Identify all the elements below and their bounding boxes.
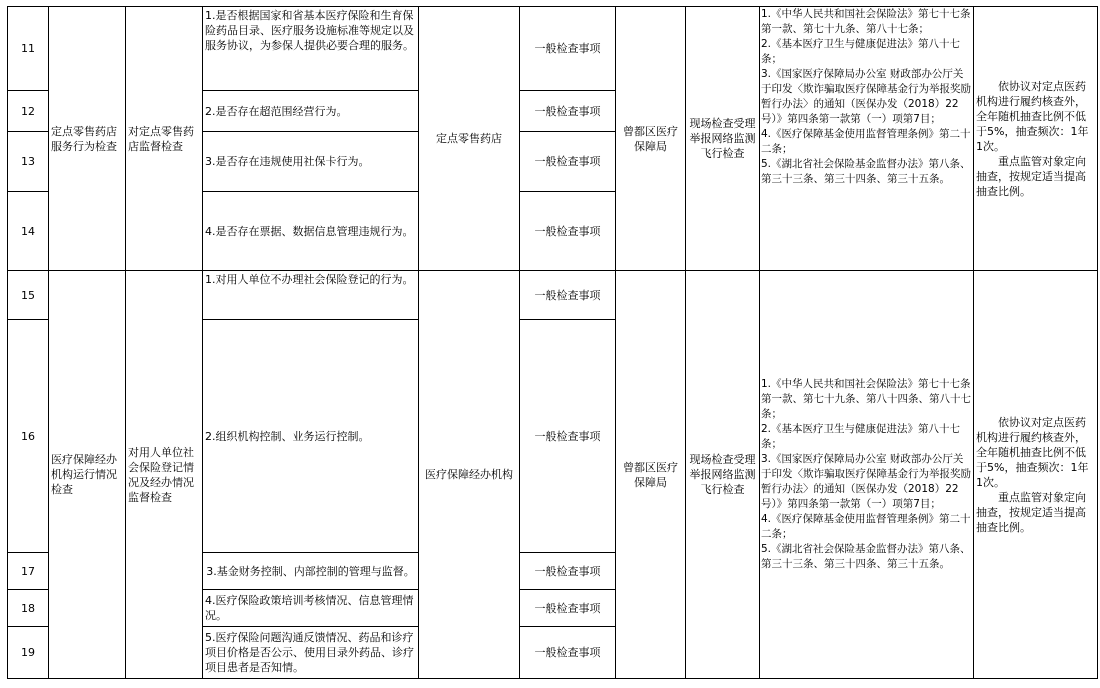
law-clause: 5.《湖北省社会保险基金监督办法》第八条、第三十三条、第三十四条、第三十五条。 [761,158,971,185]
note-line: 依协议对定点医药机构进行履约核查外，全年随机抽查比例不低于5%，抽查频次：1年1次。 [976,79,1089,153]
check-item: 5.医疗保险问题沟通反馈情况、药品和诊疗项目价格是否公示、使用目录外药品、诊疗项目患者是否知情。 [203,627,419,679]
law-clause: 4.《医疗保障基金使用监督管理条例》第二十二条； [761,513,971,540]
check-item: 4.医疗保险政策培训考核情况、信息管理情况。 [203,590,419,627]
law-clause: 4.《医疗保障基金使用监督管理条例》第二十二条； [761,128,971,155]
check-item: 2.组织机构控制、业务运行控制。 [203,320,419,553]
responsible-dept: 曾都区医疗保障局 [616,7,686,271]
law-clause: 2.《基本医疗卫生与健康促进法》第八十七条； [761,38,961,65]
responsible-dept: 曾都区医疗保障局 [616,271,686,679]
item-type: 一般检查事项 [520,91,616,132]
law-clause: 3.《国家医疗保障局办公室 财政部办公厅关于印发〈欺诈骗取医疗保障基金行为举报奖励暂行办法〉的通知（医保办发（2018）22号）》第四条第一款第（一）项第7目； [761,453,971,510]
row-number: 18 [8,590,49,627]
check-category: 医疗保障经办机构运行情况检查 [49,271,126,679]
item-type: 一般检查事项 [520,627,616,679]
row-number: 16 [8,320,49,553]
item-type: 一般检查事项 [520,590,616,627]
note-line: 依协议对定点医药机构进行履约核查外，全年随机抽查比例不低于5%，抽查频次：1年1次。 [976,415,1089,489]
legal-basis [760,271,974,679]
row-number: 15 [8,271,49,320]
check-item: 1.是否根据国家和省基本医疗保险和生育保险药品目录、医疗服务设施标准等规定以及服务协议，为参保人提供必要合理的服务。 [203,7,419,91]
check-item: 3.是否存在违规使用社保卡行为。 [203,132,419,192]
item-type: 一般检查事项 [520,7,616,91]
check-object: 医疗保障经办机构 [419,271,520,679]
law-clause: 1.《中华人民共和国社会保险法》第七十七条第一款、第七十九条、第八十七条； [761,8,971,35]
item-type: 一般检查事项 [520,132,616,192]
note-line: 重点监管对象定向抽查，按规定适当提高抽查比例。 [976,490,1086,534]
check-subcategory: 对用人单位社会保险登记情况及经办情况监督检查 [126,271,203,679]
check-method: 现场检查受理举报网络监测飞行检查 [686,7,760,271]
item-type: 一般检查事项 [520,553,616,590]
check-category: 定点零售药店服务行为检查 [49,7,126,271]
table-row [8,7,1098,91]
law-clause: 2.《基本医疗卫生与健康促进法》第八十七条； [761,423,961,450]
check-object: 定点零售药店 [419,7,520,271]
row-number: 19 [8,627,49,679]
check-item: 3.基金财务控制、内部控制的管理与监督。 [203,553,419,590]
item-type: 一般检查事项 [520,320,616,553]
inspection-table [7,6,1098,679]
check-method: 现场检查受理举报网络监测飞行检查 [686,271,760,679]
check-item: 2.是否存在超范围经营行为。 [203,91,419,132]
check-item: 1.对用人单位不办理社会保险登记的行为。 [203,271,419,320]
row-number: 17 [8,553,49,590]
law-clause: 1.《中华人民共和国社会保险法》第七十七条第一款、第七十九条、第八十四条、第八十七条； [761,378,971,420]
note-line: 重点监管对象定向抽查，按规定适当提高抽查比例。 [976,154,1086,198]
legal-basis [760,7,974,271]
row-number: 11 [8,7,49,91]
law-clause: 3.《国家医疗保障局办公室 财政部办公厅关于印发〈欺诈骗取医疗保障基金行为举报奖励暂行办法〉的通知（医保办发（2018）22号）》第四条第一款第（一）项第7目； [761,68,971,125]
check-subcategory: 对定点零售药店监督检查 [126,7,203,271]
row-number: 12 [8,91,49,132]
row-number: 14 [8,192,49,271]
check-item: 4.是否存在票据、数据信息管理违规行为。 [203,192,419,271]
table-row [8,271,1098,320]
law-clause: 5.《湖北省社会保险基金监督办法》第八条、第三十三条、第三十四条、第三十五条。 [761,543,971,570]
check-ratio-note [974,271,1098,679]
row-number: 13 [8,132,49,192]
item-type: 一般检查事项 [520,192,616,271]
check-ratio-note [974,7,1098,271]
item-type: 一般检查事项 [520,271,616,320]
